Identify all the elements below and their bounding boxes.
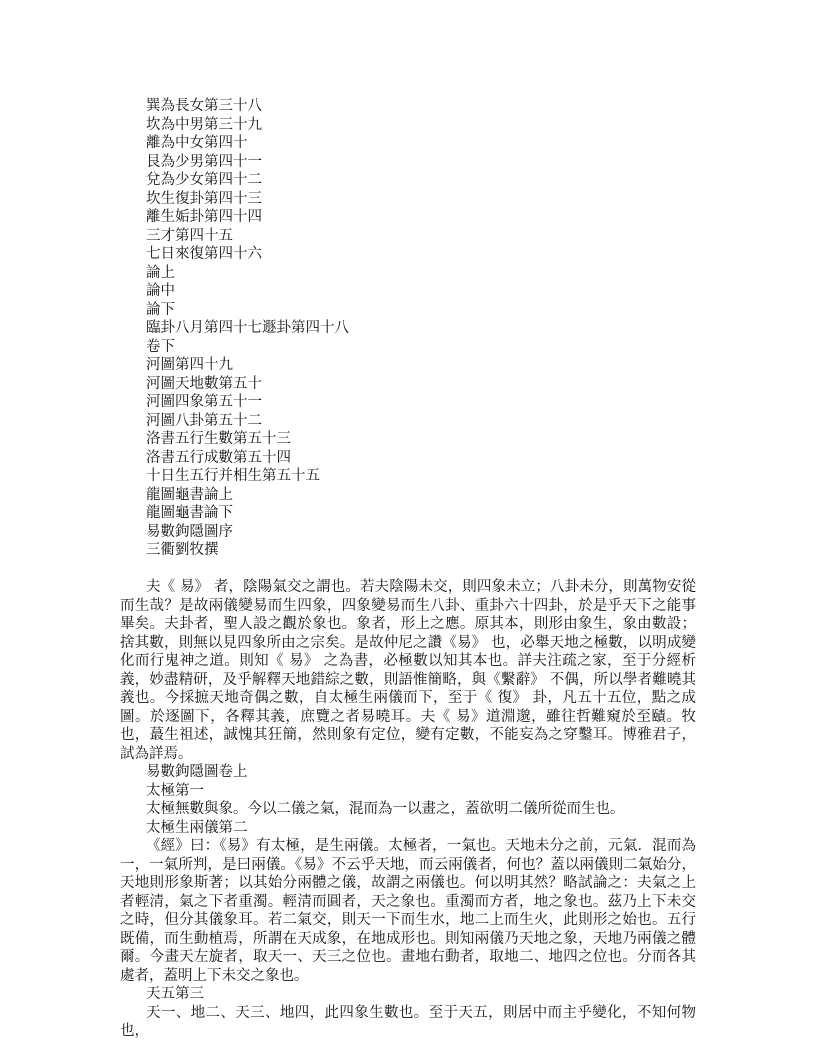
table-of-contents — [146, 97, 706, 560]
volume-title: 易數鉤隱圖卷上 — [146, 764, 248, 780]
section-heading: 太極第一 — [146, 782, 204, 799]
toc-item: 三衢劉牧撰 — [146, 542, 219, 558]
section-paragraph: 太極無數與象。今以二儀之氣，混而為一以畫之，蓋欲明二儀所從而生也。 — [146, 801, 625, 817]
section-heading: 天五第三 — [146, 986, 204, 1002]
toc-item: 龍圖龜書論上 — [146, 486, 233, 503]
toc-item: 龍圖龜書論下 — [146, 505, 233, 521]
toc-item: 離生姤卦第四十四 — [146, 209, 262, 225]
toc-item: 三才第四十五 — [146, 227, 233, 244]
toc-item: 卷下 — [146, 338, 175, 355]
toc-item: 臨卦八月第四十七遯卦第四十八 — [146, 320, 349, 336]
toc-item: 離為中女第四十 — [146, 135, 248, 151]
section-paragraph: 天一、地二、天三、地四，此四象生數也。至于天五，則居中而主乎變化，不知何物也， — [120, 1004, 696, 1039]
preface-paragraph: 夫《 易》 者，陰陽氣交之謂也。若夫陰陽未交，則四象未立；八卦未分，則萬物安從而生哉？是故兩儀變易而生四象，四象變易而生八卦、重卦六十四卦，於是乎天下之能事畢矣。夫卦者，聖人設之觀於象也。象者，形上之應。原其本，則形由象生，象由數設；捨其數，則無以見四象所由之宗矣。是故仲尼之讚《易》 也，必舉天地之極數，以明成變化而行鬼神之道。則知《 易》 之為書，必極數以知其本也。詳夫注疏之家，至于分經析義，妙盡精研，及乎解釋天地錯綜之數，則語惟簡略，與《繫辭》 不偶，所以學者難曉其義也。今採摭天地奇偶之數，自太極生兩儀而下，至于《 復》 卦，凡五十五位，點之成圖。於逐圖下，各釋其義，庶覽之者易曉耳。夫《 易》道淵邈，雖往哲難窺於至賾。牧也，蕞生祖述，誠愧其狂簡，然則象有定位，變有定數，不能妄為之穿鑿耳。博雅君子，試為詳焉。 — [120, 579, 696, 762]
toc-item: 洛書五行成數第五十四 — [146, 449, 291, 466]
toc-item: 論上 — [146, 264, 175, 281]
toc-item: 兌為少女第四十二 — [146, 172, 262, 188]
toc-item: 七日來復第四十六 — [146, 246, 262, 262]
toc-item: 河圖八卦第五十二 — [146, 412, 262, 429]
document-body — [120, 578, 696, 1041]
section-heading: 太極生兩儀第二 — [146, 819, 248, 836]
toc-item: 巽為長女第三十八 — [146, 98, 262, 114]
toc-item: 十日生五行并相生第五十五 — [146, 468, 320, 484]
toc-item: 論下 — [146, 301, 175, 318]
toc-item: 河圖第四十九 — [146, 357, 233, 373]
toc-item: 艮為少男第四十一 — [146, 153, 262, 170]
toc-item: 洛書五行生數第五十三 — [146, 431, 291, 447]
section-paragraph: 《經》曰：《易》有太極，是生兩儀。太極者，一氣也。天地未分之前，元氣．混而為一，一氣所判，是曰兩儀。《易》不云乎天地，而云兩儀者，何也？蓋以兩儀則二氣始分，天地則形象斯著；以其始分兩體之儀，故謂之兩儀也。何以明其然？略試論之：夫氣之上者輕清，氣之下者重濁。輕清而圓者，天之象也。重濁而方者，地之象也。茲乃上下未交之時，但分其儀象耳。若二氣交，則天一下而生水，地二上而生火，此則形之始也。五行既備，而生動植焉，所謂在天成象，在地成形也。則知兩儀乃天地之象，天地乃兩儀之體爾。今畫天左旋者，取天一、天三之位也。畫地右動者，取地二、地四之位也。分而各其處者，蓋明上下未交之象也。 — [120, 838, 696, 984]
toc-item: 易數鉤隱圖序 — [146, 523, 233, 540]
toc-item: 河圖四象第五十一 — [146, 394, 262, 410]
toc-item: 坎生復卦第四十三 — [146, 190, 262, 207]
toc-item: 坎為中男第三十九 — [146, 116, 262, 133]
toc-item: 河圖天地數第五十 — [146, 375, 262, 392]
toc-item: 論中 — [146, 283, 175, 299]
